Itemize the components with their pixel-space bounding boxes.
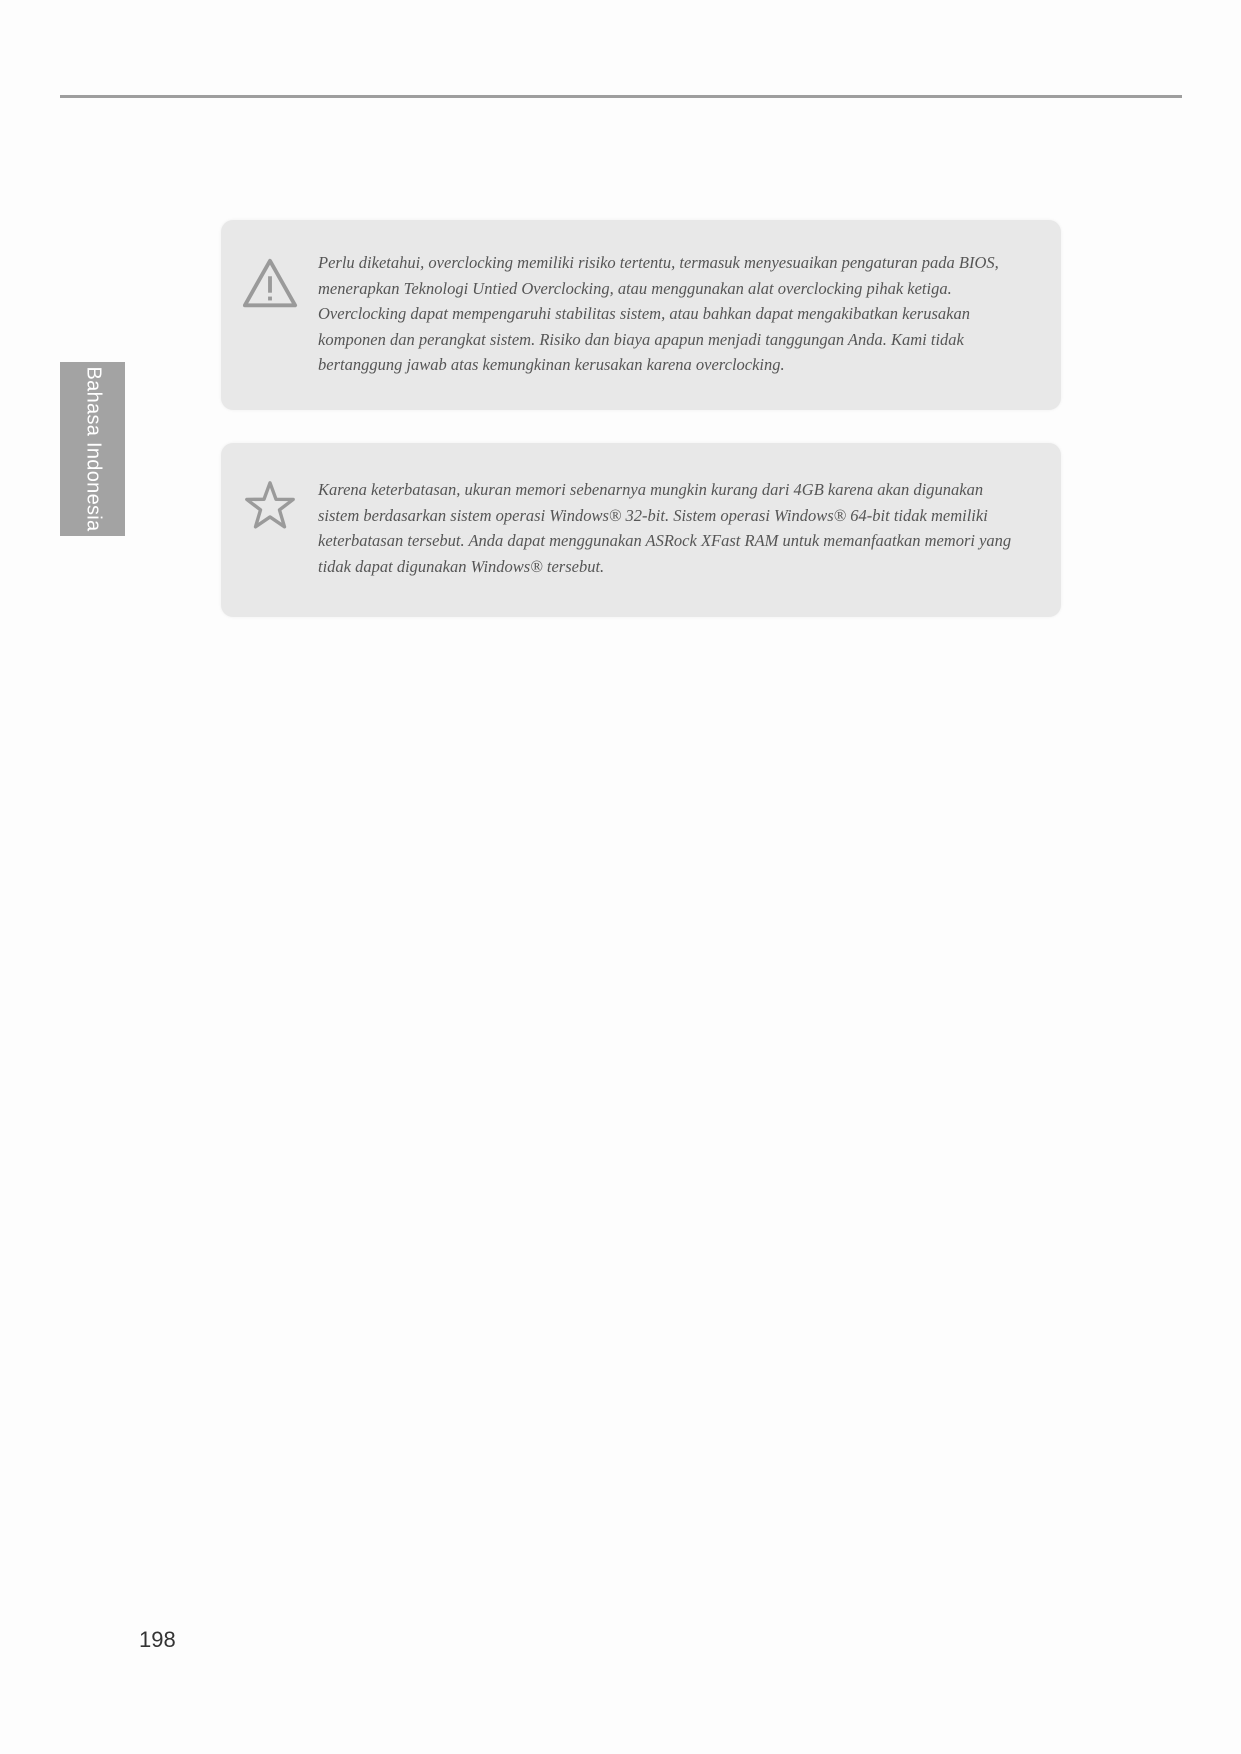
warning-note-text: Perlu diketahui, overclocking memiliki risiko tertentu, termasuk menyesuaikan pengaturan pada BIOS, menerapkan Teknologi Untied Overclocking, atau menggunakan alat overclocking pihak ketiga. Overclocking dapat mempengaruhi stabilitas sistem, atau bahkan dapat mengakibatkan kerusakan komponen dan perangkat sistem. Risiko dan biaya apapun menjadi tanggungan Anda. Kami tidak bertanggung jawab atas kemungkinan kerusakan karena overclocking.: [318, 253, 999, 374]
memory-info-note: [221, 443, 1061, 617]
language-tab-label: Bahasa Indonesia: [82, 366, 104, 532]
info-note-text: Karena keterbatasan, ukuran memori sebenarnya mungkin kurang dari 4GB karena akan digunakan sistem berdasarkan sistem operasi Windows® 32-bit. Sistem operasi Windows® 64-bit tidak memiliki keterbatasan tersebut. Anda dapat menggunakan ASRock XFast RAM untuk memanfaatkan memori yang tidak dapat digunakan Windows® tersebut.: [318, 480, 1012, 576]
overclocking-warning-note: [221, 220, 1061, 410]
language-side-tab: [60, 362, 125, 536]
star-icon: [241, 478, 299, 536]
header-rule: [60, 95, 1182, 98]
page-number: 198: [139, 1627, 176, 1652]
warning-triangle-icon: [241, 255, 299, 313]
